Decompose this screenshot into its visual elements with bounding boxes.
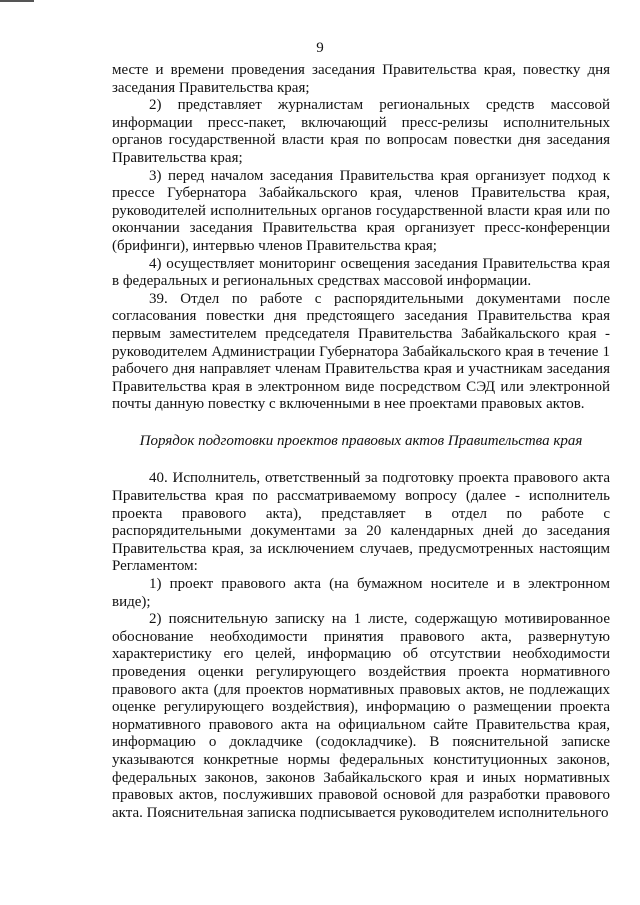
section-heading: Порядок подготовки проектов правовых актов Правительства края — [139, 432, 583, 449]
paragraph: месте и времени проведения заседания Правительства края, повестку дня заседания Правительства края; — [112, 62, 610, 96]
page-number: 9 — [316, 40, 324, 56]
document-body — [112, 62, 610, 822]
paragraphs-bottom — [112, 470, 610, 822]
paragraph: 2) пояснительную записку на 1 листе, содержащую мотивированное обоснование необходимости принятия правового акта, развернутую характеристику его целей, информацию об отсутствии необходимости проведения оценки регулирующего воздействия проекта нормативного правового акта (для проектов нормативных правовых актов, не подлежащих оценке регулирующего воздействия), информацию о размещении проекта нормативного правового акта на официальном сайте Правительства края, информацию о докладчике (содокладчике). В пояснительной записке указываются конкретные нормы федеральных конституционных законов, федеральных законов, законов Забайкальского края и иных нормативных правовых актов, послуживших правовой основой для разработки правового акта. Пояснительная записка подписывается руководителем исполнительного — [112, 611, 610, 821]
paragraph: 40. Исполнитель, ответственный за подготовку проекта правового акта Правительства края по рассматриваемому вопросу (далее - исполнитель проекта правового акта), представляет в отдел по работе с распорядительными документами за 20 календарных дней до заседания Правительства края, за исключением случаев, предусмотренных настоящим Регламентом: — [112, 470, 610, 575]
paragraph: 1) проект правового акта (на бумажном носителе и в электронном виде); — [112, 576, 610, 610]
paragraph: 2) представляет журналистам региональных средств массовой информации пресс-пакет, включающий пресс-релизы исполнительных органов государственной власти края по вопросам повестки дня заседания Правительства края; — [112, 97, 610, 166]
corner-mark — [0, 0, 34, 2]
paragraph: 3) перед началом заседания Правительства края организует подход к прессе Губернатора Забайкальского края, членов Правительства края, руководителей исполнительных органов государственной власти края или по окончании заседания Правительства края организует пресс-конференции (брифинги), интервью членов Правительства края; — [112, 167, 610, 254]
paragraph: 4) осуществляет мониторинг освещения заседания Правительства края в федеральных и региональных средствах массовой информации. — [112, 255, 610, 290]
paragraph: 39. Отдел по работе с распорядительными документами после согласования повестки дня предстоящего заседания Правительства края первым заместителем председателя Правительства Забайкальского края - руководителем Администрации Губернатора Забайкальского края в течение 1 рабочего дня направляет членам Правительства края и участникам заседания Правительства края в электронном виде посредством СЭД или электронной почты данную повестку с включенными в нее проектами правовых актов. — [112, 290, 610, 413]
paragraphs-top — [112, 62, 610, 414]
